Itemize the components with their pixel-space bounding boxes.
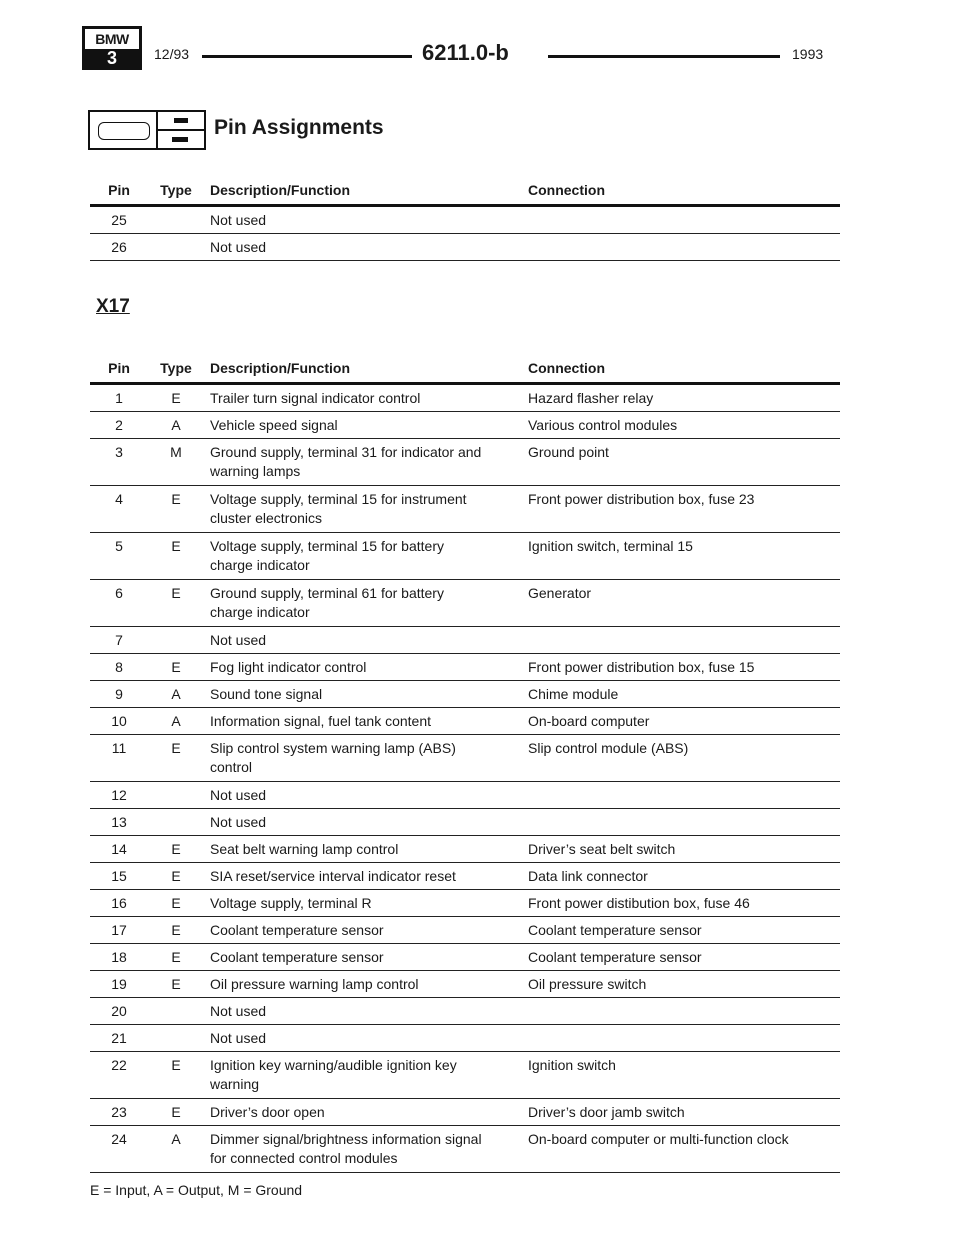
pin-description-line: Slip control system warning lamp (ABS): [210, 740, 456, 756]
table-row: [90, 809, 840, 836]
pin-description-line: Coolant temperature sensor: [210, 922, 384, 938]
pin-number: 15: [111, 868, 127, 884]
header-rule-left: [202, 55, 412, 58]
pin-description-line: Ground supply, terminal 31 for indicator and: [210, 444, 482, 460]
pin-number: 10: [111, 713, 127, 729]
table-row: [90, 944, 840, 971]
pin-description: [210, 786, 525, 805]
pin-number: 25: [111, 212, 127, 228]
pin-description-line: Trailer turn signal indicator control: [210, 390, 421, 406]
pin-connection: Coolant temperature sensor: [528, 949, 702, 965]
pin-description-line: Information signal, fuel tank content: [210, 713, 432, 729]
pin-number: 11: [111, 740, 127, 756]
pin-connection: Ground point: [528, 444, 609, 460]
pin-connection: Driver’s door jamb switch: [528, 1104, 685, 1120]
pin-number: 12: [111, 787, 127, 803]
table-header: [90, 182, 840, 204]
bmw-3-series-logo: [82, 26, 142, 70]
header-year: 1993: [792, 46, 824, 62]
table-row: [90, 681, 840, 708]
pin-type: A: [171, 713, 181, 729]
pin-number: 16: [111, 895, 127, 911]
pin-description-line: Driver’s door open: [210, 1104, 325, 1120]
pin-description-line: SIA reset/service interval indicator reset: [210, 868, 456, 884]
pin-description-line: Coolant temperature sensor: [210, 949, 384, 965]
connector-label: X17: [96, 296, 130, 317]
column-header-type: Type: [160, 182, 192, 198]
header-date: 12/93: [154, 46, 190, 62]
column-header-description: Description/Function: [210, 182, 350, 198]
table-row: [90, 486, 840, 533]
pin-description: [210, 867, 525, 886]
pin-connection: Data link connector: [528, 868, 648, 884]
pin-description: [210, 975, 525, 994]
pin-number: 9: [115, 686, 123, 702]
pin-connection: Generator: [528, 585, 592, 601]
pin-description: [210, 631, 525, 650]
pin-description: [210, 537, 525, 575]
pin-description-line: charge indicator: [210, 604, 310, 620]
pin-description: [210, 416, 525, 435]
pin-type: E: [171, 841, 181, 857]
pin-number: 8: [115, 659, 123, 675]
type-legend: E = Input, A = Output, M = Ground: [90, 1182, 303, 1198]
table-row: [90, 654, 840, 681]
pin-description-line: Vehicle speed signal: [210, 417, 338, 433]
table-row: [90, 998, 840, 1025]
pin-description-line: Voltage supply, terminal R: [210, 895, 372, 911]
pin-direction-icon: [158, 110, 206, 150]
pin-table-continued: [90, 182, 840, 261]
table-body: [90, 385, 840, 1173]
pin-description-line: Seat belt warning lamp control: [210, 841, 399, 857]
pin-description: [210, 238, 525, 257]
pin-connection: Front power distibution box, fuse 46: [528, 895, 750, 911]
pin-number: 5: [115, 538, 123, 554]
table-row: [90, 580, 840, 627]
pin-type: A: [171, 686, 181, 702]
pin-type: A: [171, 1131, 181, 1147]
pin-description-line: Ignition key warning/audible ignition key: [210, 1057, 457, 1073]
pin-number: 2: [115, 417, 123, 433]
pin-description-line: cluster electronics: [210, 510, 323, 526]
pin-description: [210, 1103, 525, 1122]
pin-number: 3: [115, 444, 123, 460]
pin-description: [210, 443, 525, 481]
pin-description-line: Fog light indicator control: [210, 659, 367, 675]
table-row: [90, 207, 840, 234]
pin-connection: Slip control module (ABS): [528, 740, 689, 756]
header-document-code: 6211.0-b: [422, 40, 509, 65]
table-row: [90, 917, 840, 944]
table-row: [90, 234, 840, 261]
pin-connection: On-board computer: [528, 713, 650, 729]
pin-number: 7: [115, 632, 123, 648]
pin-type: E: [171, 976, 181, 992]
pin-type: E: [171, 491, 181, 507]
pin-connection: Front power distribution box, fuse 23: [528, 491, 755, 507]
column-header-type: Type: [160, 360, 192, 376]
pin-number: 20: [111, 1003, 127, 1019]
pin-connection: Ignition switch, terminal 15: [528, 538, 693, 554]
column-header-connection: Connection: [528, 182, 605, 198]
pin-connection: On-board computer or multi-function clock: [528, 1131, 789, 1147]
pin-description: [210, 739, 525, 777]
column-header-connection: Connection: [528, 360, 605, 376]
pin-type: E: [171, 868, 181, 884]
table-row: [90, 1025, 840, 1052]
table-row: [90, 1099, 840, 1126]
pin-type: M: [170, 444, 182, 460]
table-row: [90, 782, 840, 809]
pin-number: 18: [111, 949, 127, 965]
pin-connection: Driver’s seat belt switch: [528, 841, 676, 857]
pin-number: 19: [111, 976, 127, 992]
pin-number: 4: [115, 491, 123, 507]
table-row: [90, 971, 840, 998]
pin-number: 24: [111, 1131, 127, 1147]
pin-connection: Coolant temperature sensor: [528, 922, 702, 938]
pin-description: [210, 211, 525, 230]
pin-number: 22: [111, 1057, 127, 1073]
pin-type: E: [171, 538, 181, 554]
table-row: [90, 863, 840, 890]
pin-description-line: Not used: [210, 1003, 267, 1019]
pin-description-line: Not used: [210, 212, 267, 228]
pin-connection: Chime module: [528, 686, 619, 702]
pin-type: E: [171, 1057, 181, 1073]
pin-connection: Hazard flasher relay: [528, 390, 654, 406]
table-row: [90, 890, 840, 917]
pin-type: E: [171, 895, 181, 911]
table-row: [90, 627, 840, 654]
pin-description: [210, 813, 525, 832]
pin-description-line: Not used: [210, 1030, 267, 1046]
pin-description: [210, 584, 525, 622]
pin-description-line: Not used: [210, 787, 267, 803]
pin-type: A: [171, 417, 181, 433]
connector-icon: [88, 110, 158, 150]
header-rule-right: [548, 55, 780, 58]
table-row: [90, 385, 840, 412]
pin-description: [210, 1002, 525, 1021]
pin-description-line: Not used: [210, 239, 267, 255]
logo-model-text: 3: [85, 49, 139, 67]
table-row: [90, 735, 840, 782]
pin-number: 14: [111, 841, 127, 857]
pin-type: E: [171, 390, 181, 406]
pin-type: E: [171, 922, 181, 938]
pin-description: [210, 1029, 525, 1048]
pin-description-line: for connected control modules: [210, 1150, 398, 1166]
pin-description-line: Oil pressure warning lamp control: [210, 976, 419, 992]
pin-number: 1: [115, 390, 123, 406]
table-row: [90, 1052, 840, 1099]
pin-description-line: Dimmer signal/brightness information signal: [210, 1131, 482, 1147]
pin-description: [210, 921, 525, 940]
pin-description-line: Not used: [210, 632, 267, 648]
pin-connection: Front power distribution box, fuse 15: [528, 659, 755, 675]
pin-number: 21: [111, 1030, 127, 1046]
section-title: Pin Assignments: [214, 116, 384, 139]
table-row: [90, 412, 840, 439]
pin-number: 17: [111, 922, 127, 938]
pin-description-line: warning lamps: [210, 463, 301, 479]
pin-description: [210, 712, 525, 731]
pin-description: [210, 840, 525, 859]
column-header-description: Description/Function: [210, 360, 350, 376]
logo-brand-text: BMW: [85, 29, 139, 51]
table-header: [90, 360, 840, 382]
pin-description: [210, 658, 525, 677]
pin-type: E: [171, 740, 181, 756]
pin-description: [210, 948, 525, 967]
pin-connection: Oil pressure switch: [528, 976, 647, 992]
pin-description: [210, 1056, 525, 1094]
table-row: [90, 836, 840, 863]
pin-description: [210, 685, 525, 704]
pin-type: E: [171, 1104, 181, 1120]
table-row: [90, 1126, 840, 1173]
pin-number: 26: [111, 239, 127, 255]
pin-type: E: [171, 659, 181, 675]
table-row: [90, 533, 840, 580]
pin-description: [210, 490, 525, 528]
pin-description-line: Ground supply, terminal 61 for battery: [210, 585, 444, 601]
column-header-pin: Pin: [108, 360, 130, 376]
pin-description-line: Voltage supply, terminal 15 for battery: [210, 538, 444, 554]
pin-number: 23: [111, 1104, 127, 1120]
table-body: [90, 207, 840, 261]
pin-type: E: [171, 949, 181, 965]
pin-connection: Ignition switch: [528, 1057, 616, 1073]
pin-description: [210, 1130, 525, 1168]
pin-description: [210, 894, 525, 913]
pin-description-line: warning: [210, 1076, 260, 1092]
pin-table-x17: [90, 360, 840, 1173]
table-row: [90, 439, 840, 486]
pin-connection: Various control modules: [528, 417, 678, 433]
pin-description-line: Sound tone signal: [210, 686, 323, 702]
pin-description-line: control: [210, 759, 253, 775]
pin-description-line: Voltage supply, terminal 15 for instrument: [210, 491, 467, 507]
pin-number: 13: [111, 814, 127, 830]
table-row: [90, 708, 840, 735]
pin-description-line: Not used: [210, 814, 267, 830]
column-header-pin: Pin: [108, 182, 130, 198]
pin-description: [210, 389, 525, 408]
pin-type: E: [171, 585, 181, 601]
pin-description-line: charge indicator: [210, 557, 310, 573]
pin-number: 6: [115, 585, 123, 601]
